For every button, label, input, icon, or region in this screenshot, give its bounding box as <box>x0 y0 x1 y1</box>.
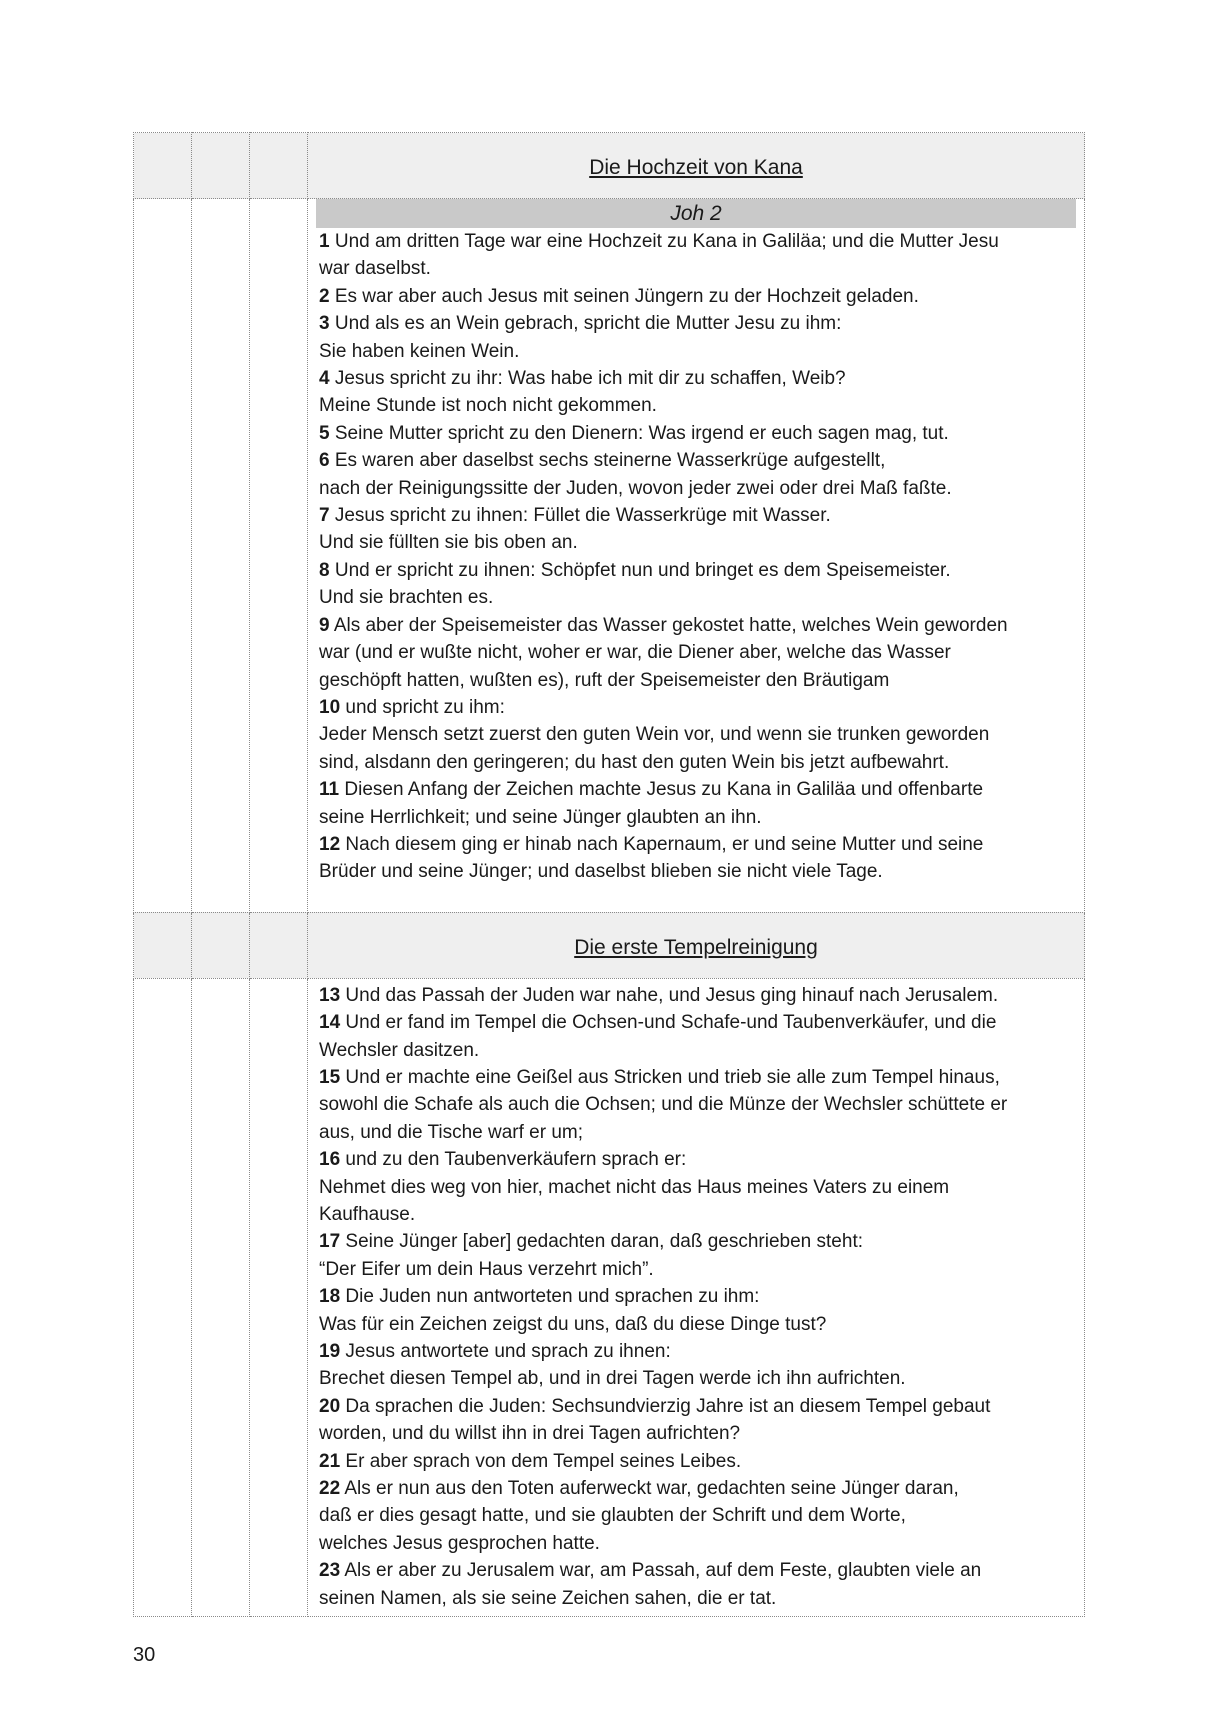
verse-line: Nach diesem ging er hinab nach Kapernaum, er und seine Mutter und seine <box>345 833 984 855</box>
verse-number: 14 <box>319 1012 341 1034</box>
verse-line: welches Jesus gesprochen hatte. <box>319 1532 600 1554</box>
section-body-row <box>134 199 1085 913</box>
verse-number: 1 <box>319 231 330 252</box>
verse-2 <box>319 283 1060 310</box>
verse-line: Kaufhause. <box>319 1204 416 1225</box>
verse-line: Er aber sprach von dem Tempel seines Leibes. <box>345 1450 742 1472</box>
verse-line: Jeder Mensch setzt zuerst den guten Wein vor, und wenn sie trunken geworden <box>319 724 990 746</box>
verse-line: Und er machte eine Geißel aus Stricken und trieb sie alle zum Tempel hinaus, <box>345 1066 1000 1088</box>
section-title-cell <box>308 133 1085 199</box>
verse-line: Und er fand im Tempel die Ochsen-und Schafe-und Taubenverkäufer, und die <box>345 1012 997 1034</box>
verse-number: 17 <box>319 1231 341 1253</box>
verse-line: Als aber der Speisemeister das Wasser gekostet hatte, welches Wein geworden <box>333 614 1008 636</box>
section-body-cell <box>308 978 1085 1616</box>
verse-number: 4 <box>319 368 330 390</box>
section-body-row <box>134 978 1085 1616</box>
verse-line: geschöpft hatten, wußten es), ruft der Speisemeister den Bräutigam <box>319 669 890 691</box>
verse-number: 13 <box>319 984 341 1006</box>
verse-number: 22 <box>319 1478 341 1500</box>
section-header-row <box>134 133 1085 199</box>
verse-line: seine Herrlichkeit; und seine Jünger glaubten an ihn. <box>319 806 762 828</box>
empty-column-cell <box>134 199 192 913</box>
verse-3 <box>319 310 1060 365</box>
verse-line: nach der Reinigungssitte der Juden, wovon jeder zwei oder drei Maß faßte. <box>319 477 952 499</box>
empty-column-cell <box>250 133 308 199</box>
empty-column-cell <box>250 199 308 913</box>
verse-line: Die Juden nun antworteten und sprachen zu ihm: <box>345 1286 760 1308</box>
verse-number: 21 <box>319 1450 341 1472</box>
verse-line: “Der Eifer um dein Haus verzehrt mich”. <box>319 1258 654 1280</box>
verse-4 <box>319 365 1060 420</box>
verse-line: Nehmet dies weg von hier, machet nicht das Haus meines Vaters zu einem <box>319 1176 950 1198</box>
verse-number: 12 <box>319 833 341 855</box>
empty-column-cell <box>250 912 308 978</box>
verse-number: 15 <box>319 1066 341 1088</box>
verse-line: Brechet diesen Tempel ab, und in drei Tagen werde ich ihn aufrichten. <box>319 1368 906 1390</box>
verse-14 <box>319 1009 1060 1064</box>
verse-line: Und als es an Wein gebrach, spricht die Mutter Jesu zu ihm: <box>334 313 842 335</box>
verse-line: sowohl die Schafe als auch die Ochsen; und die Münze der Wechsler schüttete er <box>319 1094 1008 1116</box>
verse-number: 6 <box>319 450 330 472</box>
verse-21 <box>319 1448 1060 1475</box>
verse-number: 23 <box>319 1560 341 1582</box>
verse-9 <box>319 612 1060 694</box>
verse-5 <box>319 420 1060 447</box>
verse-line: worden, und du willst ihn in drei Tagen aufrichten? <box>319 1423 741 1445</box>
verse-6 <box>319 447 1060 502</box>
verse-line: Meine Stunde ist noch nicht gekommen. <box>319 395 657 417</box>
verse-line: Jesus spricht zu ihr: Was habe ich mit dir zu schaffen, Weib? <box>334 368 846 390</box>
verse-line: Sie haben keinen Wein. <box>319 340 520 362</box>
verse-19 <box>319 1338 1060 1393</box>
verse-line: Jesus antwortete und sprach zu ihnen: <box>345 1341 671 1363</box>
verse-line: Und das Passah der Juden war nahe, und Jesus ging hinauf nach Jerusalem. <box>345 984 999 1006</box>
verse-line: daß er dies gesagt hatte, und sie glaubten der Schrift und dem Worte, <box>319 1505 906 1527</box>
verse-line: Brüder und seine Jünger; und daselbst blieben sie nicht viele Tage. <box>319 861 883 883</box>
verse-23 <box>319 1557 1060 1612</box>
verse-number: 19 <box>319 1341 341 1363</box>
verse-line: und spricht zu ihm: <box>345 696 505 718</box>
verse-line: Diesen Anfang der Zeichen machte Jesus zu Kana in Galiläa und offenbarte <box>344 779 984 801</box>
verse-line: Seine Jünger [aber] gedachten daran, daß geschrieben steht: <box>345 1231 863 1253</box>
verse-number: 9 <box>319 614 330 636</box>
verse-line: Jesus spricht zu ihnen: Füllet die Wasserkrüge mit Wasser. <box>334 505 831 527</box>
verse-number: 10 <box>319 696 341 718</box>
verse-line: sind, alsdann den geringeren; du hast den guten Wein bis jetzt aufbewahrt. <box>319 751 950 773</box>
verse-16 <box>319 1146 1060 1228</box>
verse-15 <box>319 1064 1060 1146</box>
empty-column-cell <box>192 912 250 978</box>
verse-line: Als er aber zu Jerusalem war, am Passah, auf dem Feste, glaubten viele an <box>344 1560 982 1582</box>
empty-column-cell <box>250 978 308 1616</box>
empty-column-cell <box>134 133 192 199</box>
verse-22 <box>319 1475 1060 1557</box>
verse-8 <box>319 557 1060 612</box>
verse-line: seinen Namen, als sie seine Zeichen sahen, die er tat. <box>319 1587 777 1609</box>
verse-number: 11 <box>319 779 340 801</box>
empty-column-cell <box>192 199 250 913</box>
verse-line: Seine Mutter spricht zu den Dienern: Was irgend er euch sagen mag, tut. <box>334 422 949 444</box>
verse-17 <box>319 1228 1060 1283</box>
verse-line: Als er nun aus den Toten auferweckt war, gedachten seine Jünger daran, <box>344 1478 959 1500</box>
section-title-cell <box>308 912 1085 978</box>
verse-line: Es war aber auch Jesus mit seinen Jüngern zu der Hochzeit geladen. <box>334 285 919 307</box>
verse-line: Da sprachen die Juden: Sechsundvierzig Jahre ist an diesem Tempel gebaut <box>345 1395 991 1417</box>
verse-number: 8 <box>319 559 330 581</box>
verse-line: Und sie brachten es. <box>319 587 494 609</box>
synopsis-table <box>133 132 1085 1617</box>
verse-number: 2 <box>319 285 330 307</box>
verse-line: Es waren aber daselbst sechs steinerne Wasserkrüge aufgestellt, <box>334 450 886 472</box>
verse-number: 3 <box>319 313 330 335</box>
verse-line: Wechsler dasitzen. <box>319 1039 480 1061</box>
verse-20 <box>319 1393 1060 1448</box>
verse-12 <box>319 831 1060 886</box>
verse-line: war daselbst. <box>319 258 431 280</box>
verse-number: 7 <box>319 505 330 527</box>
section-title: Die erste Tempelreinigung <box>574 935 818 959</box>
verse-list <box>308 228 1084 912</box>
verse-11 <box>319 776 1060 831</box>
verse-number: 18 <box>319 1286 341 1308</box>
verse-1 <box>319 228 1060 283</box>
empty-column-cell <box>192 978 250 1616</box>
section-title: Die Hochzeit von Kana <box>589 156 803 179</box>
verse-line: und zu den Taubenverkäufern sprach er: <box>345 1149 687 1171</box>
verse-line: Und er spricht zu ihnen: Schöpfet nun und bringet es dem Speisemeister. <box>334 559 951 581</box>
verse-line: aus, und die Tische warf er um; <box>319 1121 584 1143</box>
verse-10 <box>319 694 1060 776</box>
page-number: 30 <box>133 1644 156 1666</box>
verse-line: Und sie füllten sie bis oben an. <box>319 532 578 554</box>
verse-line: war (und er wußte nicht, woher er war, die Diener aber, welche das Wasser <box>319 642 951 664</box>
empty-column-cell <box>134 912 192 978</box>
section-header-row <box>134 912 1085 978</box>
empty-column-cell <box>192 133 250 199</box>
verse-line: Und am dritten Tage war eine Hochzeit zu Kana in Galiläa; und die Mutter Jesu <box>334 231 999 252</box>
verse-13 <box>319 982 1060 1009</box>
verse-line: Was für ein Zeichen zeigst du uns, daß du diese Dinge tust? <box>319 1313 827 1335</box>
verse-number: 16 <box>319 1149 341 1171</box>
verse-list <box>308 979 1084 1616</box>
verse-18 <box>319 1283 1060 1338</box>
empty-column-cell <box>134 978 192 1616</box>
verse-7 <box>319 502 1060 557</box>
section-body-cell <box>308 199 1085 913</box>
verse-number: 20 <box>319 1395 341 1417</box>
verse-number: 5 <box>319 422 330 444</box>
scripture-reference: Joh 2 <box>316 199 1076 228</box>
